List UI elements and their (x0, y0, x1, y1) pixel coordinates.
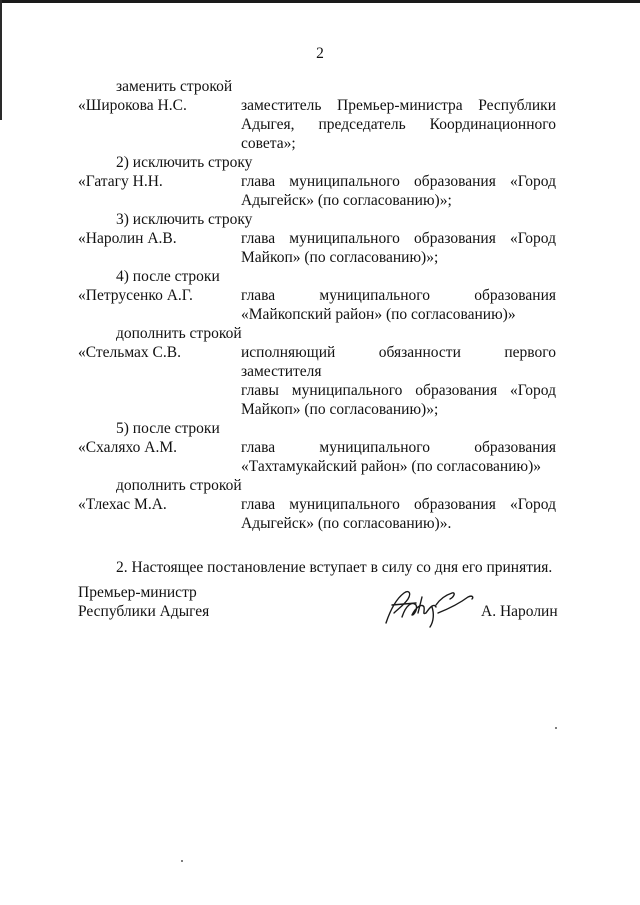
position-line: Адыгейск» (по согласованию)». (241, 515, 452, 532)
scan-speck (555, 727, 557, 729)
position-line: глава муниципального образования (241, 439, 556, 456)
council-member-entry (78, 172, 556, 210)
member-position (241, 96, 556, 153)
amendment-instruction: 5) после строки (116, 420, 220, 437)
member-name: «Схаляхо А.М. (78, 439, 178, 456)
member-position (241, 172, 556, 210)
member-name: «Гатагу Н.Н. (78, 173, 163, 190)
position-line: «Майкопский район» (по согласованию)» (241, 306, 516, 323)
amendment-instruction: заменить строкой (116, 78, 233, 95)
member-position (241, 495, 556, 533)
position-line: исполняющий обязанности первого заместителя (241, 344, 556, 380)
document-body (78, 77, 556, 577)
member-name: «Широкова Н.С. (78, 97, 187, 114)
signatory-title-line: Премьер-министр (78, 584, 197, 601)
council-member-entry (78, 438, 556, 476)
position-line: глава муниципального образования «Город (241, 230, 556, 247)
council-member-entry (78, 286, 556, 324)
amendment-instruction: 2) исключить строку (116, 154, 253, 171)
member-position (241, 229, 556, 267)
amendment-instruction: дополнить строкой (116, 325, 242, 342)
position-line: Майкоп» (по согласованию)»; (241, 401, 439, 418)
council-member-entry (78, 229, 556, 267)
amendment-instruction: 4) после строки (116, 268, 220, 285)
position-line: «Тахтамукайский район» (по согласованию)» (241, 458, 542, 475)
council-member-entry (78, 495, 556, 533)
scan-speck (181, 860, 183, 862)
member-name: «Тлехас М.А. (78, 496, 167, 513)
position-line: заместитель Премьер-министра Республики (241, 97, 556, 114)
closing-paragraph: 2. Настоящее постановление вступает в силу со дня его принятия. (116, 559, 553, 576)
member-position (241, 286, 556, 324)
signatory-title (78, 583, 209, 621)
scan-border-top (0, 0, 640, 3)
position-line: глава муниципального образования «Город (241, 173, 556, 190)
position-line: глава муниципального образования (241, 287, 556, 304)
amendment-list (78, 77, 556, 533)
position-line: глава муниципального образования «Город (241, 496, 556, 513)
signatory-name: А. Наролин (481, 603, 558, 620)
position-line: Адыгейск» (по согласованию)»; (241, 192, 452, 209)
member-name: «Наролин А.В. (78, 230, 177, 247)
handwritten-signature (382, 583, 477, 631)
position-line: совета»; (241, 135, 296, 152)
member-position (241, 438, 556, 476)
member-position (241, 343, 556, 419)
position-line: Майкоп» (по согласованию)»; (241, 249, 439, 266)
signatory-title-line: Республики Адыгея (78, 603, 210, 620)
amendment-instruction: дополнить строкой (116, 477, 242, 494)
council-member-entry (78, 343, 556, 419)
council-member-entry (78, 96, 556, 153)
member-name: «Стельмах С.В. (78, 344, 181, 361)
page-number: 2 (316, 45, 324, 62)
amendment-instruction: 3) исключить строку (116, 211, 253, 228)
position-line: Адыгея, председатель Координационного (241, 116, 556, 133)
position-line: главы муниципального образования «Город (241, 382, 556, 399)
member-name: «Петрусенко А.Г. (78, 287, 193, 304)
